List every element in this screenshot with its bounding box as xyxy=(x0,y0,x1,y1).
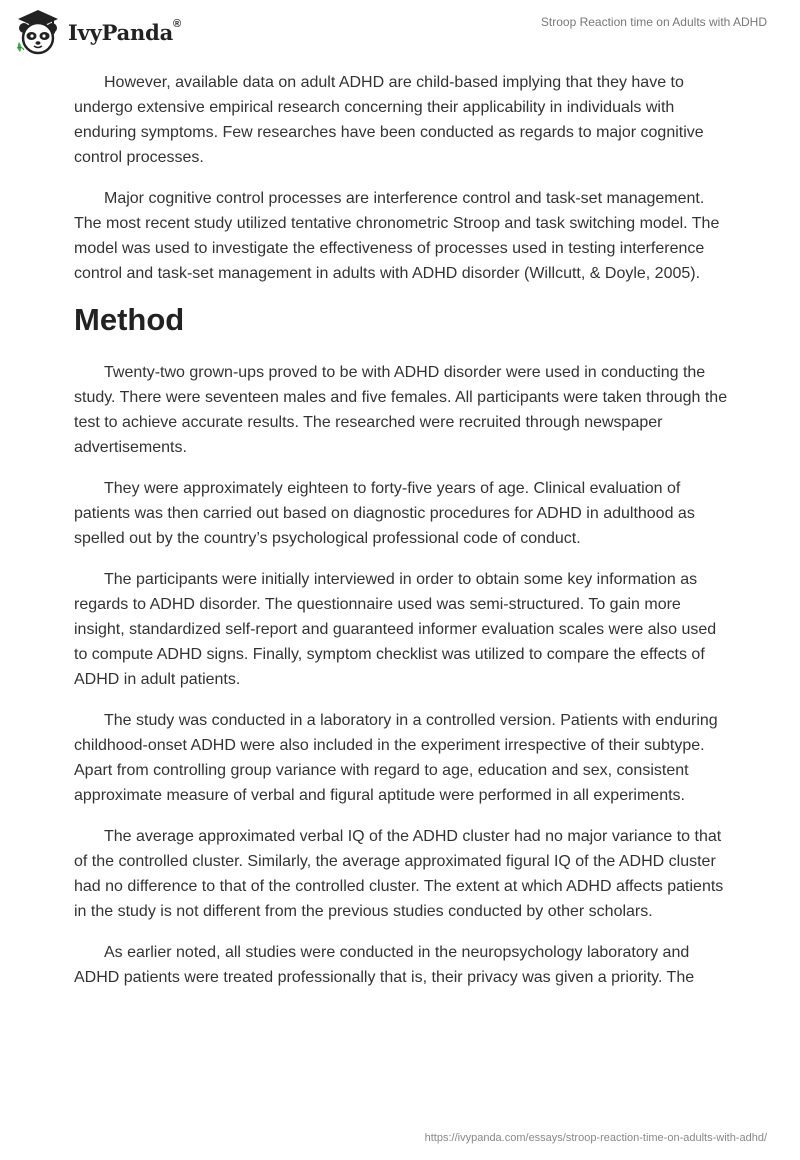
paragraph: However, available data on adult ADHD are child-based implying that they have to undergo extensive empirical research concerning their applicability in individuals with enduring symptoms. Few researches have been conducted as regards to major cognitive control processes. xyxy=(74,74,704,166)
paragraph: As earlier noted, all studies were conducted in the neuropsychology laboratory and ADHD patients were treated professionally that is, their privacy was given a priority. The xyxy=(74,944,695,986)
paragraph: The participants were initially interviewed in order to obtain some key information as regards to ADHD disorder. The questionnaire used was semi-structured. To gain more insight, standardized self-report and guaranteed informer evaluation scales were also used to compute ADHD signs. Finally, symptom checklist was utilized to compare the effects of ADHD in adult patients. xyxy=(74,571,717,688)
logo-text: IvyPanda® xyxy=(68,17,181,45)
document-title: Stroop Reaction time on Adults with ADHD xyxy=(540,15,767,29)
section-heading-method: Method xyxy=(74,302,185,337)
essay-content xyxy=(74,70,730,1006)
paragraph: Major cognitive control processes are interference control and task-set management. The most recent study utilized tentative chronometric Stroop and task switching model. The model was used to investigate the effectiveness of processes used in testing interference control and task-set management in adults with ADHD disorder (Willcutt, & Doyle, 2005). xyxy=(74,190,720,282)
page-header xyxy=(0,0,800,64)
paragraph: The study was conducted in a laboratory in a controlled version. Patients with enduring childhood-onset ADHD were also included in the experiment irrespective of their subtype. Apart from controlling group variance with regard to age, education and sex, consistent approximate measure of verbal and figural aptitude were performed in all experiments. xyxy=(74,712,718,804)
logo[interactable] xyxy=(14,8,181,56)
paragraph: They were approximately eighteen to forty-five years of age. Clinical evaluation of patients was then carried out based on diagnostic procedures for ADHD in adulthood as spelled out by the country’s psychological professional code of conduct. xyxy=(74,480,695,547)
paragraph: The average approximated verbal IQ of the ADHD cluster had no major variance to that of the controlled cluster. Similarly, the average approximated figural IQ of the ADHD cluster had no difference to that of the controlled cluster. The extent at which ADHD affects patients in the study is not different from the previous studies conducted by other scholars. xyxy=(74,828,724,920)
footer-url[interactable]: https://ivypanda.com/essays/stroop-reaction-time-on-adults-with-adhd/ xyxy=(424,1132,767,1144)
paragraph: Twenty-two grown-ups proved to be with ADHD disorder were used in conducting the study. There were seventeen males and five females. All participants were taken through the test to achieve accurate results. The researched were recruited through newspaper advertisements. xyxy=(74,364,728,456)
panda-logo-icon xyxy=(14,8,62,56)
